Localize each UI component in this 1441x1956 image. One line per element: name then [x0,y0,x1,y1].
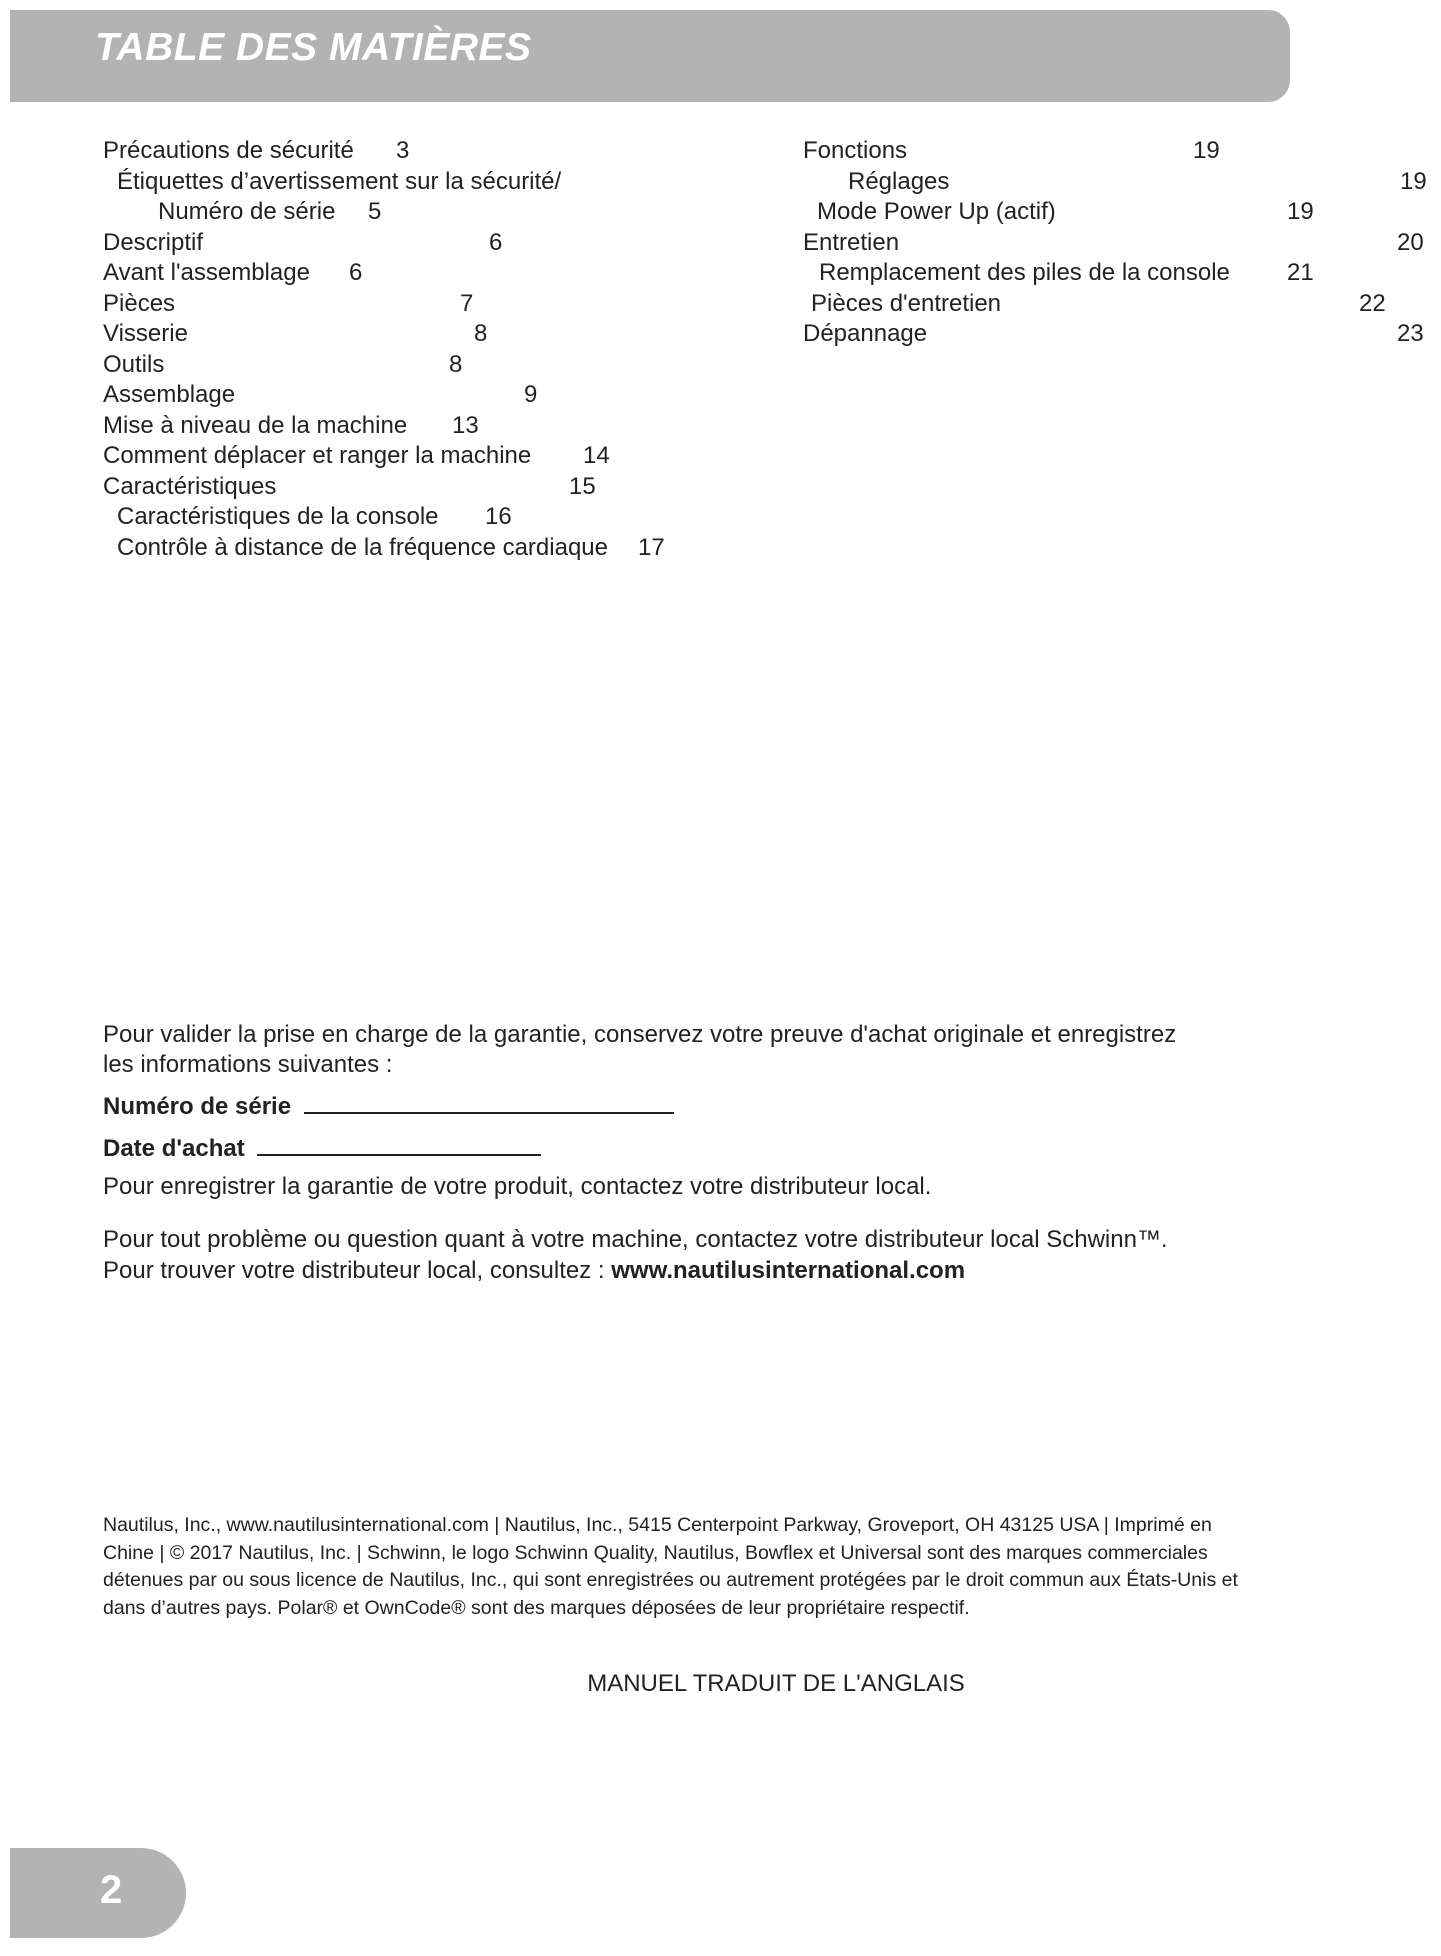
toc-page: 13 [452,412,479,439]
toc-page: 23 [1397,320,1424,347]
page-title: TABLE DES MATIÈRES [95,26,532,69]
toc-label: Pièces [103,290,176,317]
serial-number-field [103,1090,674,1122]
toc-page: 14 [583,442,610,469]
warranty-intro-line2: les informations suivantes : [103,1051,393,1078]
toc-label: Caractéristiques de la console [117,503,439,530]
toc-page: 15 [569,473,596,500]
toc-page: 17 [638,534,665,561]
toc-page: 6 [489,229,503,256]
toc-page: 9 [524,381,538,408]
toc-label: Comment déplacer et ranger la machine [103,442,532,469]
legal-line: dans d’autres pays. Polar® et OwnCode® sont des marques déposées de leur propriétaire respectif. [103,1596,970,1619]
problem-line: Pour tout problème ou question quant à votre machine, contactez votre distributeur local Schwinn™. [103,1226,1168,1253]
warranty-register: Pour enregistrer la garantie de votre produit, contactez votre distributeur local. [103,1173,932,1200]
translated-note: MANUEL TRADUIT DE L'ANGLAIS [587,1670,965,1697]
find-distributor-prefix: Pour trouver votre distributeur local, consultez : [103,1257,612,1284]
toc-label: Caractéristiques [103,473,277,500]
purchase-date-field [103,1132,541,1164]
page-number-tab [10,1848,186,1938]
toc-label: Assemblage [103,381,236,408]
legal-line: Chine | © 2017 Nautilus, Inc. | Schwinn, le logo Schwinn Quality, Nautilus, Bowflex et Universal sont des marques commerciales [103,1541,1208,1564]
page-number: 2 [100,1868,123,1912]
serial-number-line [304,1090,674,1114]
toc-page: 6 [349,259,363,286]
toc-page: 19 [1400,168,1427,195]
toc-label: Outils [103,351,165,378]
warranty-intro-line1: Pour valider la prise en charge de la garantie, conservez votre preuve d'achat originale et enregistrez [103,1021,1177,1048]
toc-label: Descriptif [103,229,204,256]
toc-page: 20 [1397,229,1424,256]
purchase-date-line [257,1132,541,1156]
toc-label: Mode Power Up (actif) [817,198,1056,225]
toc-label: Visserie [103,320,188,347]
toc-page: 8 [449,351,463,378]
toc-page: 8 [474,320,488,347]
legal-line: détenues par ou sous licence de Nautilus, Inc., qui sont enregistrées ou autrement protégées par le droit commun aux États-Unis et [103,1569,1238,1591]
toc-label: Précautions de sécurité [103,137,354,164]
toc-label: Dépannage [803,320,928,347]
toc-page: 3 [396,137,410,164]
toc-page: 16 [485,503,512,530]
toc-page: 21 [1287,259,1314,286]
distributor-link[interactable]: www.nautilusinternational.com [611,1257,966,1284]
toc-label: Contrôle à distance de la fréquence cardiaque [117,534,608,561]
legal-notice [103,1512,1433,1622]
toc-label: Fonctions [803,137,908,164]
toc-label: Réglages [848,168,950,195]
toc-page: 7 [460,290,474,317]
toc-label: Numéro de série [158,198,336,225]
toc-label: Entretien [803,229,900,256]
purchase-date-label: Date d'achat [103,1135,245,1162]
find-distributor-line [103,1256,965,1286]
toc-page: 19 [1287,198,1314,225]
toc-label: Remplacement des piles de la console [819,259,1230,286]
toc-label: Pièces d'entretien [811,290,1002,317]
toc-label: Étiquettes d’avertissement sur la sécurité/ [117,168,562,195]
toc-label: Avant l'assemblage [103,259,310,286]
toc-page: 22 [1359,290,1386,317]
toc-page: 19 [1193,137,1220,164]
toc-page: 5 [368,198,382,225]
legal-line: Nautilus, Inc., www.nautilusinternational.com | Nautilus, Inc., 5415 Centerpoint Parkway, Groveport, OH 43125 USA | Imprimé en [103,1514,1212,1536]
toc-label: Mise à niveau de la machine [103,412,408,439]
serial-number-label: Numéro de série [103,1093,292,1120]
